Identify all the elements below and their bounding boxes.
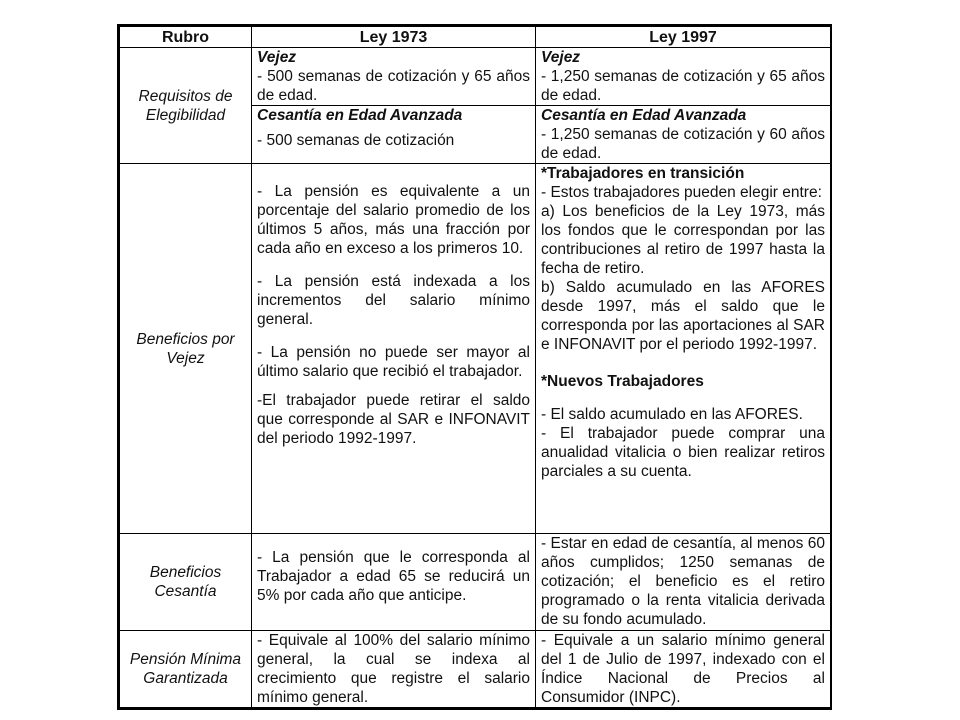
pension-minima-1997-text: - Equivale a un salario mínimo general del 1 de Julio de 1997, indexado con el Índice Nacional de Precios al Consumidor (INPC). — [541, 632, 825, 706]
nuevos-title: *Nuevos Trabajadores — [541, 373, 704, 390]
header-ley-1973: Ley 1973 — [252, 27, 536, 48]
rubro-pension-minima-label: Pensión Mínima Garantizada — [129, 651, 242, 687]
row-beneficios-cesantia — [120, 534, 831, 631]
cell-beneficios-vejez-1997 — [536, 164, 831, 534]
cell-requisitos-cesantia-1997 — [536, 106, 831, 164]
cesantia-title-1973: Cesantía en Edad Avanzada — [257, 107, 463, 124]
cell-beneficios-cesantia-1997 — [536, 534, 831, 631]
transicion-intro: - Estos trabajadores pueden elegir entre: — [541, 184, 822, 201]
cell-beneficios-vejez-1973 — [252, 164, 536, 534]
opcion-a: a) Los beneficios de la Ley 1973, más los fondos que le correspondan por las contribuciones al retiro de 1997 hasta la fecha de retiro. — [541, 203, 825, 277]
vejez-text-1973: - 500 semanas de cotización y 65 años de edad. — [257, 68, 530, 104]
row-requisitos-vejez — [120, 48, 831, 106]
cell-requisitos-vejez-1997 — [536, 48, 831, 106]
cell-pension-minima-1973 — [252, 631, 536, 708]
cesantia-text-1997: - 1,250 semanas de cotización y 60 años de edad. — [541, 126, 825, 162]
rubro-beneficios-vejez-label: Beneficios por Vejez — [136, 330, 235, 367]
comparison-table — [119, 26, 831, 708]
cell-requisitos-cesantia-1973 — [252, 106, 536, 164]
nuevos-item-1: - El saldo acumulado en las AFORES. — [541, 406, 803, 423]
header-rubro: Rubro — [120, 27, 252, 48]
cesantia-1997-text: - Estar en edad de cesantía, al menos 60 años cumplidos; 1250 semanas de cotización; el beneficio es el retiro programado o la renta vitalicia derivada de su fondo acumulado. — [541, 535, 825, 628]
header-ley-1997: Ley 1997 — [536, 27, 831, 48]
vejez-title-1973: Vejez — [257, 49, 297, 66]
header-row — [120, 27, 831, 48]
rubro-pension-minima — [120, 631, 252, 708]
cesantia-text-1973: - 500 semanas de cotización — [257, 132, 455, 149]
rubro-beneficios-cesantia-label: Beneficios Cesantía — [149, 564, 222, 600]
vejez-1973-item-3: - La pensión no puede ser mayor al último salario que recibió el trabajador. — [257, 344, 530, 380]
rubro-beneficios-vejez — [120, 164, 252, 534]
vejez-title-1997: Vejez — [541, 49, 581, 66]
vejez-1973-item-4: -El trabajador puede retirar el saldo que corresponde al SAR e INFONAVIT del periodo 1992-1997. — [257, 392, 530, 447]
rubro-requisitos-label: Requisitos de Elegibilidad — [138, 87, 233, 124]
nuevos-item-2: - El trabajador puede comprar una anualidad vitalicia o bien realizar retiros parciales a su cuenta. — [541, 425, 825, 480]
opcion-b: b) Saldo acumulado en las AFORES desde 1997, más el saldo que le corresponda por las aportaciones al SAR e INFONAVIT por el periodo 1992-1997. — [541, 279, 825, 353]
comparison-table-wrapper — [117, 24, 832, 710]
rubro-beneficios-cesantia — [120, 534, 252, 631]
cell-beneficios-cesantia-1973 — [252, 534, 536, 631]
transicion-title: *Trabajadores en transición — [541, 165, 745, 182]
rubro-requisitos — [120, 48, 252, 164]
cesantia-1973-text: - La pensión que le corresponda al Trabajador a edad 65 se reducirá un 5% por cada año que anticipe. — [257, 549, 530, 604]
vejez-1973-item-1: - La pensión es equivalente a un porcentaje del salario promedio de los últimos 5 años, más una fracción por cada año en exceso a los primeros 10. — [257, 183, 530, 257]
pension-minima-1973-text: - Equivale al 100% del salario mínimo general, la cual se indexa al crecimiento que registre el salario mínimo general. — [257, 632, 530, 706]
cell-pension-minima-1997 — [536, 631, 831, 708]
row-pension-minima — [120, 631, 831, 708]
vejez-text-1997: - 1,250 semanas de cotización y 65 años de edad. — [541, 68, 825, 104]
cell-requisitos-vejez-1973 — [252, 48, 536, 106]
vejez-1973-item-2: - La pensión está indexada a los incrementos del salario mínimo general. — [257, 273, 530, 328]
row-beneficios-vejez — [120, 164, 831, 534]
cesantia-title-1997: Cesantía en Edad Avanzada — [541, 107, 747, 124]
